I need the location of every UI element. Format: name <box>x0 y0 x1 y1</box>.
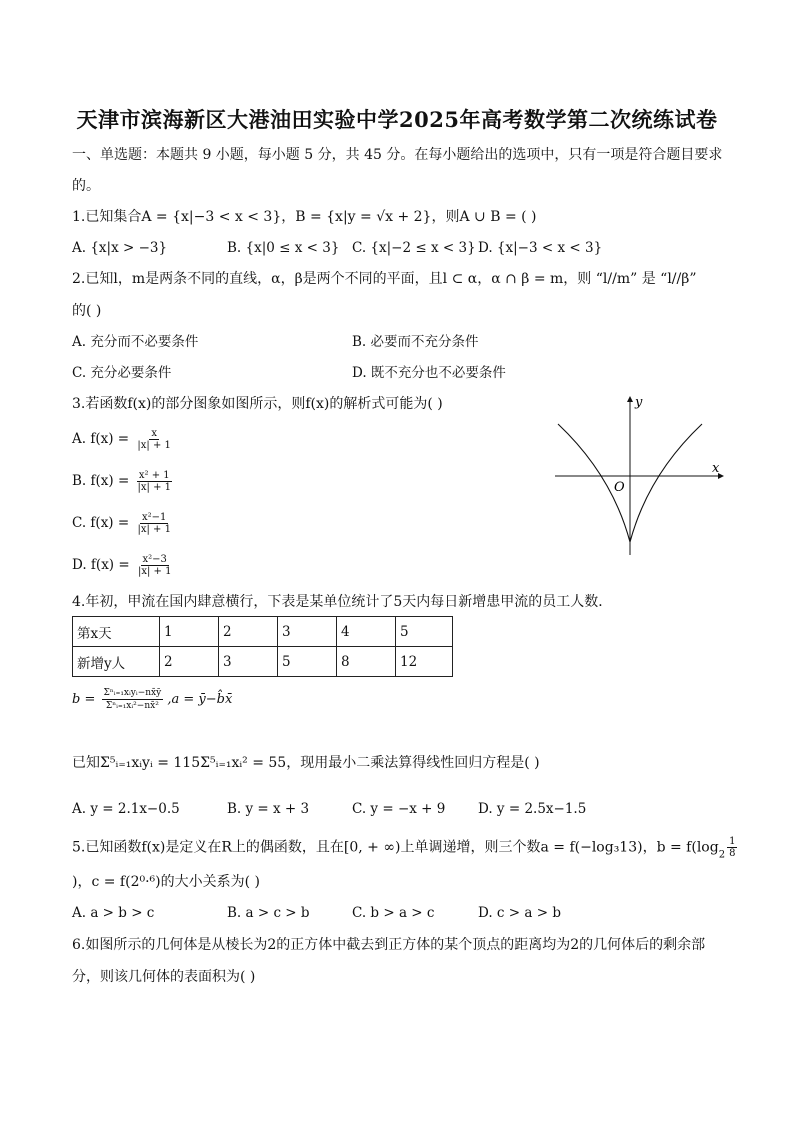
q2-stem-line1: 2.已知l，m是两条不同的直线，α，β是两个不同的平面，且l ⊂ α，α ∩ β = m，则 “l//m” 是 “l//β” <box>72 271 697 287</box>
q3-option-b: B. f(x) = $\frac{\text{x² + 1}}{|x| + 1}$ <box>72 470 172 493</box>
table-cell: 8 <box>337 647 396 677</box>
q1-option-c: C. {x|−2 ≤ x < 3} <box>352 240 476 256</box>
q5-stem-line1: 5.已知函数f(x)是定义在R上的偶函数，且在[0, + ∞)上单调递增，则三个数a = f(−log₃13)，$b = f(\log_2$ $\frac{1}{8}$ <box>72 836 736 861</box>
table-cell: 5 <box>396 617 453 647</box>
q3-option-d: D. f(x) = $\frac{\text{x²−3}}{|x| + 1}$ <box>72 554 172 577</box>
q2-option-d: D. 既不充分也不必要条件 <box>352 365 506 381</box>
table-cell: 1 <box>160 617 219 647</box>
q1-option-a: A. {x|x > −3} <box>72 240 168 256</box>
q4-given: 已知Σ⁵ᵢ₌₁xᵢyᵢ = 115Σ⁵ᵢ₌₁xᵢ² = 55，现用最小二乘法算得线性回归方程是( ) <box>72 755 540 771</box>
q3-function-graph <box>550 390 730 560</box>
table-row <box>73 647 453 677</box>
q4-option-c: C. y = −x + 9 <box>352 801 446 817</box>
table-cell: 2 <box>160 647 219 677</box>
q4-data-table <box>72 616 453 677</box>
q4-option-d: D. y = 2.5x−1.5 <box>478 801 587 817</box>
q2-option-a: A. 充分而不必要条件 <box>72 334 199 350</box>
q5-option-b: B. a > c > b <box>227 905 310 921</box>
q2-option-b: B. 必要而不充分条件 <box>352 334 479 350</box>
table-cell: 12 <box>396 647 453 677</box>
q1-option-b: B. {x|0 ≤ x < 3} <box>227 240 340 256</box>
origin-label: O <box>614 480 625 495</box>
q4-option-b: B. y = x + 3 <box>227 801 310 817</box>
q6-stem-line2: 分，则该几何体的表面积为( ) <box>72 969 256 985</box>
table-cell: 第x天 <box>73 617 160 647</box>
x-axis-label: x <box>712 461 720 476</box>
q4-option-a: A. y = 2.1x−0.5 <box>72 801 180 817</box>
q5-option-d: D. c > a > b <box>478 905 561 921</box>
y-axis-label: y <box>635 395 643 410</box>
q4-stem: 4.年初，甲流在国内肆意横行，下表是某单位统计了5天内每日新增患甲流的员工人数． <box>72 594 613 610</box>
q6-stem-line1: 6.如图所示的几何体是从棱长为2的正方体中截去到正方体的某个顶点的距离均为2的几何体后的剩余部 <box>72 937 706 953</box>
q2-stem-line2: 的( ) <box>72 303 102 319</box>
table-cell: 2 <box>219 617 278 647</box>
q5-option-a: A. a > b > c <box>72 905 155 921</box>
y-axis-arrow-icon <box>627 396 633 402</box>
table-cell: 4 <box>337 617 396 647</box>
q2-option-c: C. 充分必要条件 <box>72 365 172 381</box>
table-cell: 3 <box>278 617 337 647</box>
table-cell: 3 <box>219 647 278 677</box>
q1-option-d: D. {x|−3 < x < 3} <box>478 240 603 256</box>
table-row <box>73 617 453 647</box>
q3-option-c: C. f(x) = $\frac{\text{x²−1}}{|x| + 1}$ <box>72 512 171 535</box>
q3-option-a: A. f(x) = $\frac{x}{|x| + 1}$ <box>72 428 171 451</box>
q5-option-c: C. b > a > c <box>352 905 435 921</box>
table-cell: 5 <box>278 647 337 677</box>
curve-right <box>630 424 702 542</box>
q4-regression-formula: b = $\frac{\text{Σⁿᵢ₌₁xᵢyᵢ−nx̄ȳ}}{\text{Σⁿᵢ₌₁xᵢ²−nx̄²}}$ ,a = ȳ−b̂x̄ <box>72 688 233 711</box>
exam-title: 天津市滨海新区大港油田实验中学2025年高考数学第二次统练试卷 <box>76 107 718 132</box>
q1-stem: 1.已知集合A = {x|−3 < x < 3}，B = {x|y = √x + 2}，则A ∪ B = ( ) <box>72 209 537 225</box>
section-heading-line1: 一、单选题：本题共 9 小题，每小题 5 分，共 45 分。在每小题给出的选项中，只有一项是符合题目要求 <box>72 147 723 163</box>
q3-stem: 3.若函数f(x)的部分图象如图所示，则f(x)的解析式可能为( ) <box>72 396 443 412</box>
section-heading-line2: 的。 <box>72 178 100 194</box>
table-cell: 新增y人 <box>73 647 160 677</box>
q5-stem-line2: )，c = f(2⁰·⁶)的大小关系为( ) <box>72 874 260 890</box>
